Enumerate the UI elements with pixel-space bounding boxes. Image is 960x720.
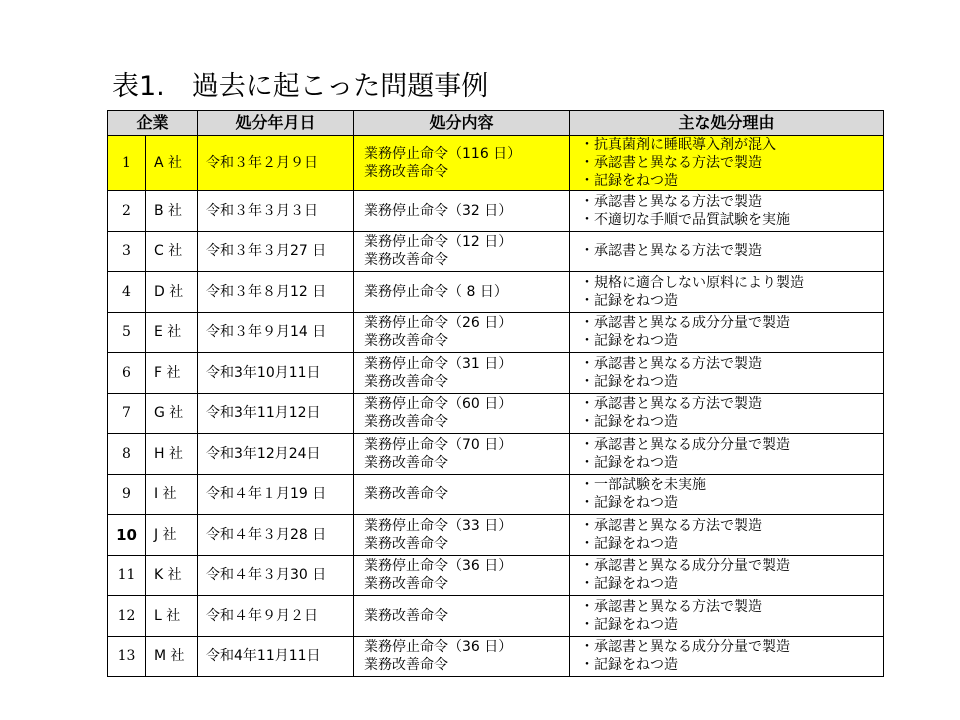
action-reasons xyxy=(570,136,884,191)
table-row xyxy=(108,474,884,515)
reason-line: ・不適切な手順で品質試験を実施 xyxy=(580,211,791,228)
action-reasons xyxy=(570,434,884,475)
action-content xyxy=(354,393,570,434)
action-line: 業務停止命令（31 日） xyxy=(364,355,513,372)
reason-line: ・承認書と異なる方法で製造 xyxy=(580,155,763,171)
action-line: 業務停止命令（32 日） xyxy=(364,202,513,219)
company-name: K 社 xyxy=(146,555,198,596)
row-number: 3 xyxy=(108,231,146,272)
action-line: 業務改善命令 xyxy=(364,333,449,350)
reason-line: ・記録をねつ造 xyxy=(580,535,679,552)
problem-cases-table xyxy=(107,110,884,677)
reason-line: ・記録をねつ造 xyxy=(580,616,679,633)
action-line: 業務改善命令 xyxy=(364,164,449,180)
action-reasons xyxy=(570,272,884,313)
reason-line: ・記録をねつ造 xyxy=(580,657,679,674)
reason-line: ・記録をねつ造 xyxy=(580,414,679,431)
table-row xyxy=(108,312,884,353)
reason-line: ・承認書と異なる方法で製造 xyxy=(580,517,763,534)
reason-line: ・規格に適合しない原料により製造 xyxy=(580,274,805,291)
action-content xyxy=(354,474,570,515)
row-number: 10 xyxy=(108,515,146,556)
action-date: 令和3年11月12日 xyxy=(198,393,354,434)
reason-line: ・承認書と異なる成分分量で製造 xyxy=(580,315,791,332)
action-content xyxy=(354,636,570,677)
action-line: 業務改善命令 xyxy=(364,252,449,269)
company-name: A 社 xyxy=(146,136,198,191)
row-number: 9 xyxy=(108,474,146,515)
table-row xyxy=(108,136,884,191)
company-name: L 社 xyxy=(146,596,198,637)
action-line: 業務停止命令（12 日） xyxy=(364,234,513,251)
company-name: D 社 xyxy=(146,272,198,313)
table-row xyxy=(108,191,884,232)
action-content xyxy=(354,191,570,232)
action-line: 業務改善命令 xyxy=(364,657,449,674)
action-content xyxy=(354,136,570,191)
company-name: E 社 xyxy=(146,312,198,353)
action-content xyxy=(354,515,570,556)
row-number: 7 xyxy=(108,393,146,434)
company-name: J 社 xyxy=(146,515,198,556)
table-row xyxy=(108,636,884,677)
action-line: 業務改善命令 xyxy=(364,414,449,431)
table-row xyxy=(108,515,884,556)
company-name: I 社 xyxy=(146,474,198,515)
action-content xyxy=(354,555,570,596)
header-date: 処分年月日 xyxy=(198,111,354,136)
action-line: 業務改善命令 xyxy=(364,486,449,503)
reason-line: ・承認書と異なる方法で製造 xyxy=(580,193,763,210)
action-date: 令和３年８月12 日 xyxy=(198,272,354,313)
reason-line: ・承認書と異なる成分分量で製造 xyxy=(580,639,791,656)
action-line: 業務停止命令（33 日） xyxy=(364,517,513,534)
reason-line: ・承認書と異なる成分分量で製造 xyxy=(580,558,791,575)
action-reasons xyxy=(570,596,884,637)
reason-line: ・記録をねつ造 xyxy=(580,173,679,189)
reason-line: ・記録をねつ造 xyxy=(580,454,679,471)
table-row xyxy=(108,393,884,434)
action-content xyxy=(354,434,570,475)
reason-line: ・抗真菌剤に睡眠導入剤が混入 xyxy=(580,137,777,153)
action-date: 令和3年10月11日 xyxy=(198,353,354,394)
company-name: B 社 xyxy=(146,191,198,232)
reason-line: ・記録をねつ造 xyxy=(580,333,679,350)
page-title: 表1. 過去に起こった問題事例 xyxy=(112,71,489,102)
action-date: 令和3年12月24日 xyxy=(198,434,354,475)
action-line: 業務改善命令 xyxy=(364,535,449,552)
company-name: C 社 xyxy=(146,231,198,272)
action-line: 業務停止命令（36 日） xyxy=(364,558,513,575)
reason-line: ・承認書と異なる方法で製造 xyxy=(580,598,763,615)
company-name: H 社 xyxy=(146,434,198,475)
action-reasons xyxy=(570,353,884,394)
action-date: 令和３年３月27 日 xyxy=(198,231,354,272)
table-row xyxy=(108,231,884,272)
table-row xyxy=(108,353,884,394)
action-line: 業務改善命令 xyxy=(364,607,449,624)
action-date: 令和4年11月11日 xyxy=(198,636,354,677)
action-date: 令和４年１月19 日 xyxy=(198,474,354,515)
table-row xyxy=(108,272,884,313)
row-number: 5 xyxy=(108,312,146,353)
action-content xyxy=(354,596,570,637)
company-name: G 社 xyxy=(146,393,198,434)
table-row xyxy=(108,434,884,475)
action-reasons xyxy=(570,191,884,232)
reason-line: ・承認書と異なる方法で製造 xyxy=(580,243,763,260)
row-number: 12 xyxy=(108,596,146,637)
table-row xyxy=(108,596,884,637)
action-line: 業務停止命令（70 日） xyxy=(364,436,513,453)
action-line: 業務改善命令 xyxy=(364,454,449,471)
action-content xyxy=(354,312,570,353)
action-date: 令和４年３月28 日 xyxy=(198,515,354,556)
action-content xyxy=(354,272,570,313)
action-date: 令和４年３月30 日 xyxy=(198,555,354,596)
company-name: M 社 xyxy=(146,636,198,677)
row-number: 4 xyxy=(108,272,146,313)
row-number: 1 xyxy=(108,136,146,191)
row-number: 8 xyxy=(108,434,146,475)
action-reasons xyxy=(570,312,884,353)
action-line: 業務改善命令 xyxy=(364,373,449,390)
reason-line: ・記録をねつ造 xyxy=(580,495,679,512)
action-line: 業務停止命令（36 日） xyxy=(364,639,513,656)
row-number: 6 xyxy=(108,353,146,394)
reason-line: ・記録をねつ造 xyxy=(580,576,679,593)
action-reasons xyxy=(570,515,884,556)
action-date: 令和３年２月９日 xyxy=(198,136,354,191)
reason-line: ・一部試験を未実施 xyxy=(580,477,707,494)
table-header-row xyxy=(108,111,884,136)
header-company: 企業 xyxy=(108,111,198,136)
action-reasons xyxy=(570,555,884,596)
row-number: 2 xyxy=(108,191,146,232)
action-content xyxy=(354,231,570,272)
row-number: 13 xyxy=(108,636,146,677)
header-action: 処分内容 xyxy=(354,111,570,136)
row-number: 11 xyxy=(108,555,146,596)
action-content xyxy=(354,353,570,394)
header-reason: 主な処分理由 xyxy=(570,111,884,136)
reason-line: ・記録をねつ造 xyxy=(580,292,679,309)
action-line: 業務停止命令（26 日） xyxy=(364,315,513,332)
company-name: F 社 xyxy=(146,353,198,394)
action-line: 業務停止命令（60 日） xyxy=(364,396,513,413)
action-date: 令和３年３月３日 xyxy=(198,191,354,232)
action-date: 令和４年９月２日 xyxy=(198,596,354,637)
reason-line: ・承認書と異なる成分分量で製造 xyxy=(580,436,791,453)
action-reasons xyxy=(570,474,884,515)
reason-line: ・承認書と異なる方法で製造 xyxy=(580,396,763,413)
action-line: 業務停止命令（116 日） xyxy=(364,146,522,162)
action-reasons xyxy=(570,393,884,434)
reason-line: ・記録をねつ造 xyxy=(580,373,679,390)
action-date: 令和３年９月14 日 xyxy=(198,312,354,353)
action-reasons xyxy=(570,231,884,272)
action-line: 業務改善命令 xyxy=(364,576,449,593)
action-line: 業務停止命令（ 8 日） xyxy=(364,283,508,300)
table-row xyxy=(108,555,884,596)
table-body xyxy=(108,136,884,677)
reason-line: ・承認書と異なる方法で製造 xyxy=(580,355,763,372)
action-reasons xyxy=(570,636,884,677)
